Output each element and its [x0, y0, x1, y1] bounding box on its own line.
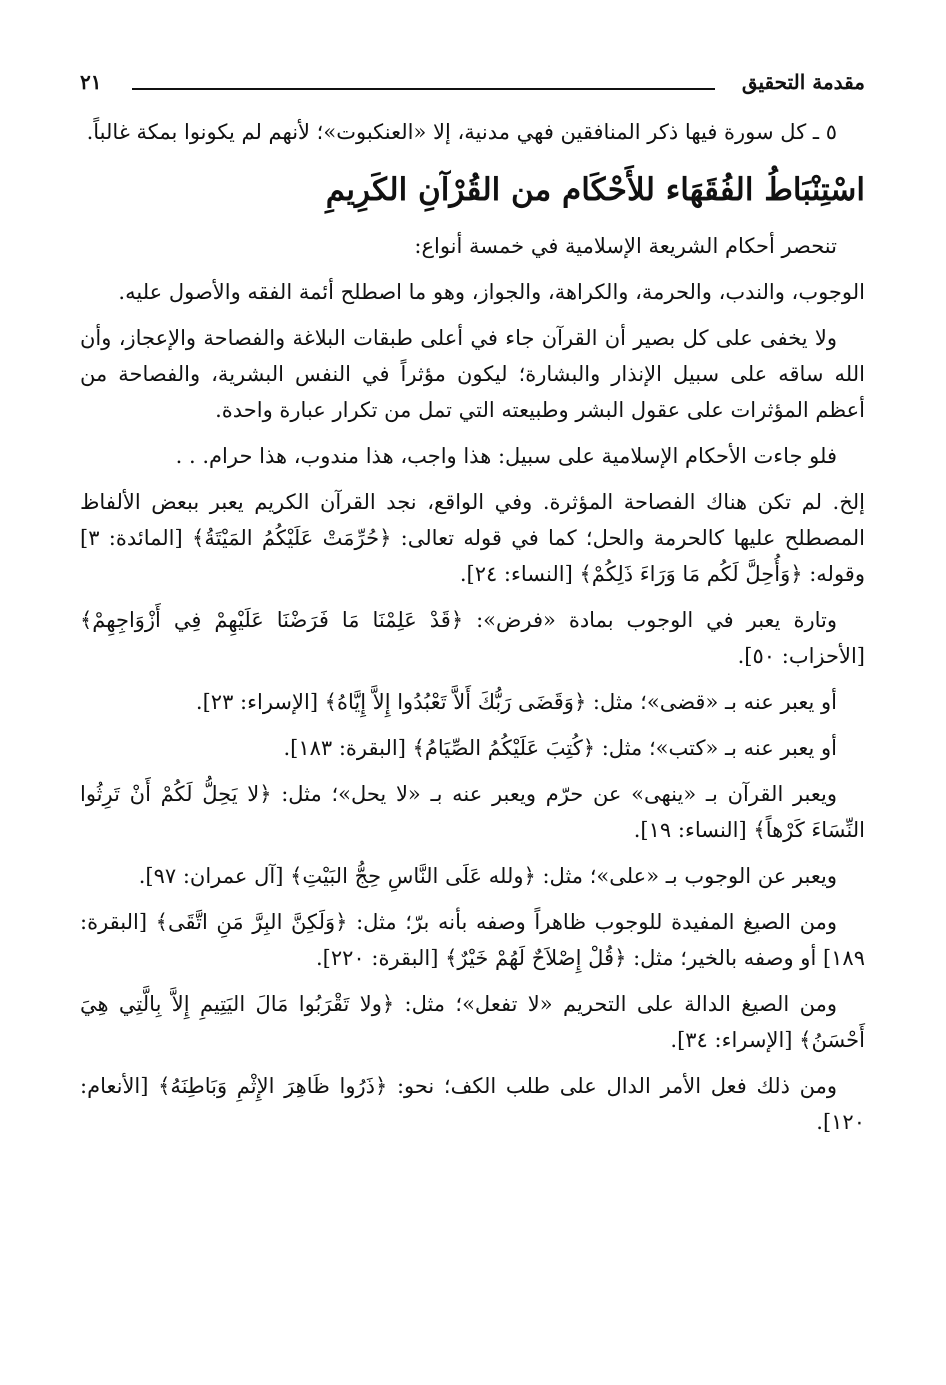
header-rule [132, 88, 715, 90]
paragraph: إلخ. لم تكن هناك الفصاحة المؤثرة. وفي الواقع، نجد القرآن الكريم يعبر ببعض الألفاظ المصطلح عليها كالحرمة والحل؛ كما في قوله تعالى: ﴿حُرِّمَتْ عَلَيْكُمُ المَيْتَةُ﴾ [المائدة: ٣] وقوله: ﴿وَأُحِلَّ لَكُم مَا وَرَاءَ ذَلِكُمْ﴾ [النساء: ٢٤]. [80, 490, 865, 586]
paragraph: ومن الصيغ الدالة على التحريم «لا تفعل»؛ مثل: ﴿ولا تَقْرَبُوا مَالَ اليَتِيمِ إِلاَّ بِالَّتِي هِيَ أَحْسَنُ﴾ [الإسراء: ٣٤]. [80, 992, 865, 1052]
paragraph: ويعبر القرآن بـ «ينهى» عن حرّم ويعبر عنه بـ «لا يحل»؛ مثل: ﴿لا يَحِلُّ لَكُمْ أَنْ تَرِثُوا النِّسَاءَ كَرْهاً﴾ [النساء: ١٩]. [80, 782, 865, 842]
paragraph: فلو جاءت الأحكام الإسلامية على سبيل: هذا واجب، هذا مندوب، هذا حرام. . . [175, 444, 837, 468]
paragraph: الوجوب، والندب، والحرمة، والكراهة، والجواز، وهو ما اصطلح أئمة الفقه والأصول عليه. [118, 280, 865, 304]
running-header [80, 60, 865, 100]
paragraph: ويعبر عن الوجوب بـ «على»؛ مثل: ﴿ولله عَلَى النَّاسِ حِجُّ البَيْتِ﴾ [آل عمران: ٩٧]. [138, 864, 837, 888]
paragraph: تنحصر أحكام الشريعة الإسلامية في خمسة أنواع: [414, 234, 837, 258]
header-title: مقدمة التحقيق [741, 70, 865, 94]
section-title: اسْتِنْبَاطُ الفُقَهَاء للأَحْكَام من القُرْآنِ الكَرِيمِ [325, 172, 865, 208]
paragraph: أو يعبر عنه بـ «كتب»؛ مثل: ﴿كُتِبَ عَلَيْكُمُ الصِّيَامُ﴾ [البقرة: ١٨٣]. [283, 736, 837, 760]
page-body [80, 114, 865, 1140]
paragraph: ولا يخفى على كل بصير أن القرآن جاء في أعلى طبقات البلاغة والفصاحة والإعجاز، وأن الله ساقه على سبيل الإنذار والبشارة؛ ليكون مؤثراً في النفس البشرية، والفصاحة من أعظم المؤثرات على عقول البشر وطبيعته التي تمل من تكرار عبارة واحدة. [80, 326, 865, 422]
paragraph: ومن الصيغ المفيدة للوجوب ظاهراً وصفه بأنه برّ؛ مثل: ﴿وَلَكِنَّ البِرَّ مَنِ اتَّقَى﴾ [البقرة: ١٨٩] أو وصفه بالخير؛ مثل: ﴿قُلْ إِصْلاَحٌ لَهُمْ خَيْرٌ﴾ [البقرة: ٢٢٠]. [80, 910, 865, 970]
paragraph: أو يعبر عنه بـ «قضى»؛ مثل: ﴿وَقَضَى رَبُّكَ أَلاَّ تَعْبُدُوا إِلاَّ إِيَّاهُ﴾ [الإسراء: ٢٣]. [195, 690, 837, 714]
paragraph: وتارة يعبر في الوجوب بمادة «فرض»: ﴿قَدْ عَلِمْنَا مَا فَرَضْنَا عَلَيْهِمْ فِي أَزْوَاجِهِمْ﴾ [الأحزاب: ٥٠]. [80, 608, 865, 668]
paragraph: ومن ذلك فعل الأمر الدال على طلب الكف؛ نحو: ﴿ذَرُوا ظَاهِرَ الإِثْمِ وَبَاطِنَهُ﴾ [الأنعام: ١٢٠]. [80, 1074, 865, 1134]
paragraph: ٥ ـ كل سورة فيها ذكر المنافقين فهي مدنية، إلا «العنكبوت»؛ لأنهم لم يكونوا بمكة غالباً. [86, 120, 837, 144]
book-page [80, 60, 865, 1350]
page-number: ٢١ [80, 70, 102, 94]
